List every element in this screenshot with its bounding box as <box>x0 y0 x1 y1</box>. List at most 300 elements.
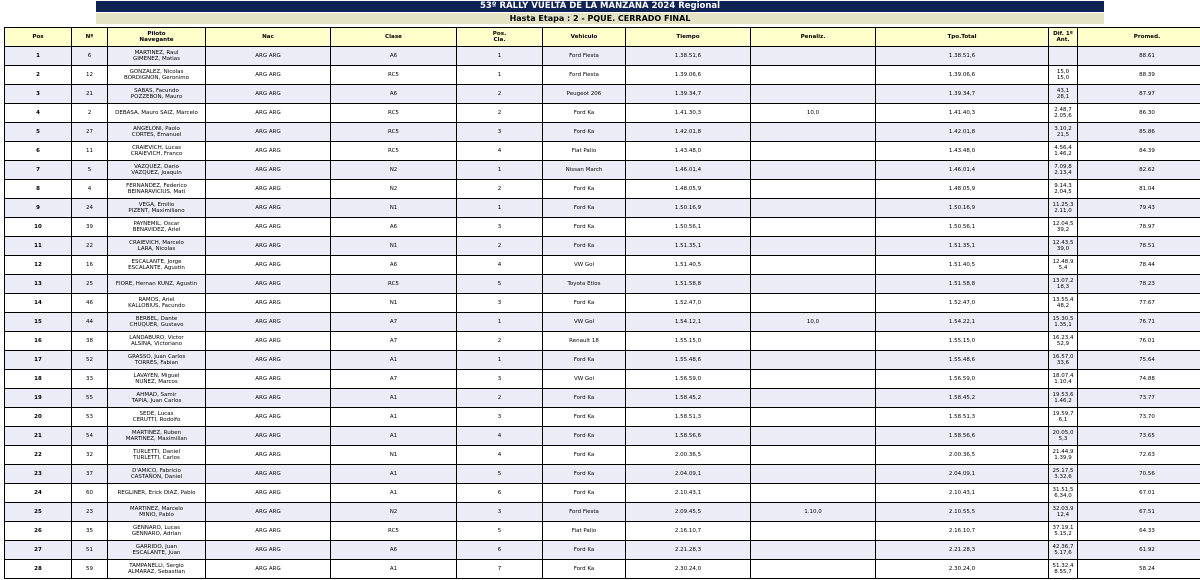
results-table <box>4 27 1200 579</box>
cell-total: 2.04.09,1 <box>876 465 1049 484</box>
cell-nac: ARG ARG <box>206 66 331 85</box>
cell-num: 54 <box>72 427 108 446</box>
cell-vehiculo: Ford Ka <box>543 427 626 446</box>
cell-penaliz <box>751 66 876 85</box>
cell-crew-line2: ALMARAZ, Sebastian <box>127 569 186 575</box>
cell-total: 1.50.56,1 <box>876 218 1049 237</box>
cell-total: 1.39.34,7 <box>876 85 1049 104</box>
cell-crew <box>108 294 206 313</box>
cell-dif-line1: 25.17,5 <box>1052 467 1074 474</box>
cell-crew <box>108 408 206 427</box>
cell-clase: N1 <box>331 446 457 465</box>
col-header-dif-line1: Dif. 1º <box>1053 30 1073 37</box>
cell-vehiculo: Renault 18 <box>543 332 626 351</box>
col-header-pos: Pos <box>5 28 72 47</box>
table-row <box>5 237 1200 256</box>
cell-crew-line2: CRAIEVICH, Franco <box>130 151 183 157</box>
cell-penaliz <box>751 218 876 237</box>
cell-pos: 5 <box>5 123 72 142</box>
cell-clase: A6 <box>331 256 457 275</box>
cell-nac: ARG ARG <box>206 180 331 199</box>
cell-nac: ARG ARG <box>206 465 331 484</box>
cell-pos: 24 <box>5 484 72 503</box>
cell-dif-line2: 1.10,4 <box>1054 379 1072 385</box>
cell-poscla: 4 <box>457 256 543 275</box>
table-row <box>5 313 1200 332</box>
cell-nac: ARG ARG <box>206 85 331 104</box>
cell-vehiculo: VW Gol <box>543 313 626 332</box>
cell-vehiculo: Ford Ka <box>543 218 626 237</box>
cell-crew <box>108 351 206 370</box>
cell-dif <box>1049 237 1078 256</box>
cell-total: 2.00.36,5 <box>876 446 1049 465</box>
cell-num: 35 <box>72 522 108 541</box>
cell-num: 37 <box>72 465 108 484</box>
cell-crew-line1: MARTINEZ, Ruben <box>131 429 182 436</box>
cell-nac: ARG ARG <box>206 370 331 389</box>
cell-promed: 73.65 <box>1078 427 1200 446</box>
cell-vehiculo: VW Gol <box>543 370 626 389</box>
cell-crew-line2: MARTINEZ, Maximilian <box>125 436 188 442</box>
table-row <box>5 427 1200 446</box>
cell-tiempo: 1.38.51,6 <box>626 47 751 66</box>
cell-dif-line1: 18.07,4 <box>1052 372 1074 379</box>
cell-dif <box>1049 465 1078 484</box>
cell-pos: 6 <box>5 142 72 161</box>
cell-crew <box>108 522 206 541</box>
cell-crew-line1: GARRIDO, Juan <box>135 543 178 550</box>
cell-total: 2.16.10,7 <box>876 522 1049 541</box>
cell-tiempo: 1.51.40,5 <box>626 256 751 275</box>
cell-crew-line1: CRAIEVICH, Marcelo <box>129 239 184 246</box>
cell-penaliz <box>751 351 876 370</box>
cell-crew-line1: RAMOS, Ariel <box>138 296 175 303</box>
col-header-dif <box>1049 28 1078 47</box>
cell-pos: 22 <box>5 446 72 465</box>
cell-clase: A1 <box>331 427 457 446</box>
cell-nac: ARG ARG <box>206 294 331 313</box>
cell-promed: 82.62 <box>1078 161 1200 180</box>
cell-crew <box>108 218 206 237</box>
table-row <box>5 560 1200 579</box>
cell-vehiculo: Toyota Etios <box>543 275 626 294</box>
cell-dif-line2: 1.46,2 <box>1054 398 1072 404</box>
cell-pos: 25 <box>5 503 72 522</box>
cell-crew-line2: VAZQUEZ, Joaquin <box>131 170 182 176</box>
cell-crew <box>108 199 206 218</box>
cell-dif-line2: 5.17,6 <box>1054 550 1072 556</box>
cell-num: 59 <box>72 560 108 579</box>
cell-clase: N1 <box>331 199 457 218</box>
cell-penaliz <box>751 294 876 313</box>
cell-dif-line1: 2.48,7 <box>1054 106 1072 113</box>
cell-num: 44 <box>72 313 108 332</box>
cell-penaliz <box>751 237 876 256</box>
cell-tiempo: 1.51.35,1 <box>626 237 751 256</box>
cell-crew <box>108 560 206 579</box>
cell-poscla: 3 <box>457 123 543 142</box>
cell-tiempo: 1.51.58,8 <box>626 275 751 294</box>
cell-crew <box>108 389 206 408</box>
cell-clase: RC5 <box>331 66 457 85</box>
cell-penaliz <box>751 47 876 66</box>
cell-dif-line1: 51.32,4 <box>1052 562 1074 569</box>
cell-promed: 74.88 <box>1078 370 1200 389</box>
cell-dif-line1: 13.55,4 <box>1052 296 1074 303</box>
cell-crew <box>108 503 206 522</box>
cell-crew-line2: GENNARO, Adrian <box>131 531 182 537</box>
cell-crew <box>108 123 206 142</box>
cell-vehiculo: Ford Ka <box>543 446 626 465</box>
cell-dif-line2: 6,1 <box>1058 417 1068 423</box>
cell-penaliz <box>751 541 876 560</box>
cell-poscla: 1 <box>457 66 543 85</box>
cell-tiempo: 1.55.15,0 <box>626 332 751 351</box>
cell-dif-line2: 2.11,0 <box>1054 208 1072 214</box>
cell-tiempo: 2.21.28,3 <box>626 541 751 560</box>
cell-total: 1.58.51,3 <box>876 408 1049 427</box>
cell-dif <box>1049 256 1078 275</box>
cell-dif <box>1049 218 1078 237</box>
cell-promed: 81.04 <box>1078 180 1200 199</box>
cell-poscla: 1 <box>457 199 543 218</box>
cell-dif <box>1049 275 1078 294</box>
col-header-vehiculo: Vehiculo <box>543 28 626 47</box>
cell-crew-line1: TAMPANELLI, Sergio <box>129 562 184 569</box>
cell-crew-line1: MARTINEZ, Marcelo <box>129 505 184 512</box>
cell-clase: A6 <box>331 47 457 66</box>
cell-crew-line1: FIORE, Hernan KUNZ, Agustin <box>115 280 198 287</box>
table-row <box>5 161 1200 180</box>
table-row <box>5 541 1200 560</box>
cell-total: 1.42.01,8 <box>876 123 1049 142</box>
cell-vehiculo: Ford Ka <box>543 389 626 408</box>
cell-dif-line2: 1.35,1 <box>1054 322 1072 328</box>
cell-crew-line2: LARA, Nicolas <box>137 246 176 252</box>
cell-pos: 20 <box>5 408 72 427</box>
table-row <box>5 465 1200 484</box>
table-row <box>5 484 1200 503</box>
cell-pos: 2 <box>5 66 72 85</box>
cell-vehiculo: Ford Ka <box>543 294 626 313</box>
cell-vehiculo: Ford Ka <box>543 237 626 256</box>
cell-dif-line2: 28,1 <box>1056 94 1070 100</box>
table-row <box>5 332 1200 351</box>
cell-dif <box>1049 408 1078 427</box>
cell-clase: RC5 <box>331 275 457 294</box>
cell-vehiculo: Ford Ka <box>543 351 626 370</box>
cell-total: 1.56.59,0 <box>876 370 1049 389</box>
cell-clase: N1 <box>331 237 457 256</box>
cell-crew-line1: LAVAYEN, Miguel <box>133 372 180 379</box>
cell-vehiculo: Ford Ka <box>543 560 626 579</box>
cell-poscla: 2 <box>457 180 543 199</box>
cell-num: 39 <box>72 218 108 237</box>
cell-dif-line1: 12.48,9 <box>1052 258 1074 265</box>
cell-penaliz <box>751 389 876 408</box>
cell-vehiculo: Ford Ka <box>543 408 626 427</box>
cell-dif-line2: 2.05,6 <box>1054 113 1072 119</box>
cell-dif <box>1049 541 1078 560</box>
cell-nac: ARG ARG <box>206 199 331 218</box>
cell-promed: 73.77 <box>1078 389 1200 408</box>
col-header-poscla-line2: Cla. <box>493 37 506 43</box>
cell-tiempo: 1.39.06,6 <box>626 66 751 85</box>
col-header-poscla-line1: Pos. <box>492 30 507 37</box>
cell-penaliz <box>751 484 876 503</box>
cell-crew <box>108 427 206 446</box>
cell-num: 60 <box>72 484 108 503</box>
cell-dif-line1: 32.03,9 <box>1052 505 1074 512</box>
table-row <box>5 180 1200 199</box>
cell-tiempo: 2.16.10,7 <box>626 522 751 541</box>
cell-num: 53 <box>72 408 108 427</box>
cell-vehiculo: Ford Fiesta <box>543 47 626 66</box>
cell-dif-line2: 6.34,0 <box>1054 493 1072 499</box>
cell-penaliz: 1.10,0 <box>751 503 876 522</box>
cell-clase: RC5 <box>331 104 457 123</box>
cell-promed: 76.71 <box>1078 313 1200 332</box>
cell-crew <box>108 142 206 161</box>
cell-tiempo: 2.00.36,5 <box>626 446 751 465</box>
cell-poscla: 1 <box>457 351 543 370</box>
cell-dif-line2: 8.55,7 <box>1054 569 1072 575</box>
cell-crew <box>108 161 206 180</box>
cell-crew <box>108 180 206 199</box>
cell-tiempo: 2.10.43,1 <box>626 484 751 503</box>
cell-poscla: 3 <box>457 503 543 522</box>
cell-crew-line2: POZZEBON, Mauro <box>130 94 183 100</box>
cell-num: 11 <box>72 142 108 161</box>
cell-tiempo: 1.46.01,4 <box>626 161 751 180</box>
cell-poscla: 5 <box>457 522 543 541</box>
cell-pos: 11 <box>5 237 72 256</box>
cell-crew-line1: AHMAD, Samir <box>136 391 177 398</box>
cell-pos: 12 <box>5 256 72 275</box>
cell-total: 1.51.58,8 <box>876 275 1049 294</box>
cell-clase: RC5 <box>331 123 457 142</box>
table-row <box>5 123 1200 142</box>
cell-crew-line1: VAZQUEZ, Dario <box>134 163 179 170</box>
cell-vehiculo: Nissan March <box>543 161 626 180</box>
table-row <box>5 66 1200 85</box>
cell-crew-line2: BORDIGNON, Geronimo <box>124 75 189 81</box>
cell-dif <box>1049 66 1078 85</box>
cell-tiempo: 1.58.56,6 <box>626 427 751 446</box>
cell-penaliz <box>751 560 876 579</box>
cell-total: 2.10.55,5 <box>876 503 1049 522</box>
cell-penaliz <box>751 199 876 218</box>
cell-poscla: 4 <box>457 446 543 465</box>
cell-promed: 78.23 <box>1078 275 1200 294</box>
cell-num: 21 <box>72 85 108 104</box>
cell-dif <box>1049 446 1078 465</box>
cell-tiempo: 1.55.48,6 <box>626 351 751 370</box>
cell-dif <box>1049 351 1078 370</box>
stage-subtitle: Hasta Etapa : 2 - PQUE. CERRADO FINAL <box>96 13 1104 24</box>
cell-num: 23 <box>72 503 108 522</box>
cell-dif-line2: 18,3 <box>1056 284 1070 290</box>
cell-nac: ARG ARG <box>206 408 331 427</box>
cell-num: 25 <box>72 275 108 294</box>
cell-dif <box>1049 427 1078 446</box>
cell-crew <box>108 237 206 256</box>
cell-poscla: 2 <box>457 85 543 104</box>
cell-penaliz <box>751 465 876 484</box>
cell-vehiculo: Fiat Palio <box>543 522 626 541</box>
cell-dif-line1: 16.23,4 <box>1052 334 1074 341</box>
cell-total: 1.52.47,0 <box>876 294 1049 313</box>
table-header-row <box>5 28 1200 47</box>
cell-pos: 4 <box>5 104 72 123</box>
cell-dif <box>1049 180 1078 199</box>
cell-dif <box>1049 484 1078 503</box>
col-header-tiempo: Tiempo <box>626 28 751 47</box>
cell-promed: 85.86 <box>1078 123 1200 142</box>
cell-nac: ARG ARG <box>206 123 331 142</box>
cell-promed: 75.64 <box>1078 351 1200 370</box>
cell-penaliz <box>751 332 876 351</box>
cell-nac: ARG ARG <box>206 522 331 541</box>
cell-clase: A7 <box>331 313 457 332</box>
cell-crew-line1: ESCALANTE, Jorge <box>131 258 182 265</box>
cell-crew <box>108 370 206 389</box>
cell-nac: ARG ARG <box>206 275 331 294</box>
cell-num: 12 <box>72 66 108 85</box>
cell-tiempo: 2.30.24,0 <box>626 560 751 579</box>
cell-dif-line1: 3.10,2 <box>1054 125 1072 132</box>
cell-penaliz <box>751 522 876 541</box>
cell-crew-line1: D'AMICO, Fabricio <box>132 467 181 474</box>
cell-num: 38 <box>72 332 108 351</box>
cell-clase: A1 <box>331 560 457 579</box>
cell-promed: 78.44 <box>1078 256 1200 275</box>
cell-dif-line1: 31.51,5 <box>1052 486 1074 493</box>
cell-dif <box>1049 85 1078 104</box>
col-header-penaliz: Penaliz. <box>751 28 876 47</box>
cell-dif-line2: 2.13,4 <box>1054 170 1072 176</box>
cell-tiempo: 2.04.09,1 <box>626 465 751 484</box>
table-row <box>5 256 1200 275</box>
cell-dif-line2: 48,2 <box>1056 303 1070 309</box>
cell-crew-line2: TORRES, Fabian <box>134 360 179 366</box>
cell-dif <box>1049 313 1078 332</box>
cell-pos: 18 <box>5 370 72 389</box>
cell-vehiculo: Ford Ka <box>543 465 626 484</box>
cell-pos: 19 <box>5 389 72 408</box>
cell-dif-line1: 12.04,5 <box>1052 220 1074 227</box>
cell-dif-line2: 2.04,5 <box>1054 189 1072 195</box>
cell-total: 1.46.01,4 <box>876 161 1049 180</box>
cell-poscla: 3 <box>457 294 543 313</box>
cell-num: 52 <box>72 351 108 370</box>
table-row <box>5 294 1200 313</box>
cell-crew-line2: CORTES, Emanuel <box>131 132 182 138</box>
col-header-piloto-line1: Piloto <box>147 30 166 37</box>
cell-total: 1.58.45,2 <box>876 389 1049 408</box>
cell-poscla: 3 <box>457 218 543 237</box>
cell-crew <box>108 541 206 560</box>
cell-dif-line1: 37.19,1 <box>1052 524 1074 531</box>
cell-total: 1.51.40,5 <box>876 256 1049 275</box>
cell-total: 2.10.43,1 <box>876 484 1049 503</box>
cell-num: 33 <box>72 370 108 389</box>
cell-num: 51 <box>72 541 108 560</box>
cell-tiempo: 1.52.47,0 <box>626 294 751 313</box>
cell-penaliz <box>751 161 876 180</box>
cell-nac: ARG ARG <box>206 446 331 465</box>
cell-clase: A7 <box>331 332 457 351</box>
cell-promed: 73.70 <box>1078 408 1200 427</box>
cell-total: 1.39.06,6 <box>876 66 1049 85</box>
cell-vehiculo: Ford Fiesta <box>543 503 626 522</box>
cell-num: 22 <box>72 237 108 256</box>
cell-tiempo: 1.42.01,8 <box>626 123 751 142</box>
col-header-dif-line2: Ant. <box>1056 37 1070 43</box>
cell-clase: N2 <box>331 180 457 199</box>
cell-clase: A1 <box>331 465 457 484</box>
cell-vehiculo: Ford Ka <box>543 123 626 142</box>
cell-tiempo: 1.50.56,1 <box>626 218 751 237</box>
cell-crew-line1: REGLINER, Erick DIAZ, Pablo <box>117 489 196 496</box>
cell-promed: 58.24 <box>1078 560 1200 579</box>
cell-clase: RC5 <box>331 522 457 541</box>
cell-poscla: 6 <box>457 484 543 503</box>
cell-total: 1.38.51,6 <box>876 47 1049 66</box>
cell-vehiculo: Ford Ka <box>543 541 626 560</box>
cell-clase: A1 <box>331 408 457 427</box>
cell-tiempo: 1.48.05,9 <box>626 180 751 199</box>
cell-tiempo: 1.54.12,1 <box>626 313 751 332</box>
cell-crew-line2: MINIO, Pablo <box>139 512 174 518</box>
cell-dif-line1: 43,1 <box>1056 87 1070 94</box>
cell-dif <box>1049 522 1078 541</box>
cell-penaliz: 10,0 <box>751 313 876 332</box>
cell-dif <box>1049 142 1078 161</box>
cell-dif-line1: 13.07,2 <box>1052 277 1074 284</box>
cell-crew-line1: VEGA, Emilio <box>138 201 175 208</box>
cell-promed: 78.51 <box>1078 237 1200 256</box>
table-row <box>5 522 1200 541</box>
cell-clase: N2 <box>331 161 457 180</box>
cell-poscla: 5 <box>457 465 543 484</box>
cell-tiempo: 1.41.30,3 <box>626 104 751 123</box>
col-header-piloto-line2: Navegante <box>139 37 174 43</box>
cell-dif <box>1049 560 1078 579</box>
cell-dif-line2: 5.15,2 <box>1054 531 1072 537</box>
cell-poscla: 3 <box>457 408 543 427</box>
cell-dif-line1: 16.57,0 <box>1052 353 1074 360</box>
cell-crew-line2: NUÑEZ, Marcos <box>135 379 178 385</box>
cell-crew <box>108 313 206 332</box>
cell-pos: 14 <box>5 294 72 313</box>
col-header-piloto <box>108 28 206 47</box>
cell-total: 1.58.56,6 <box>876 427 1049 446</box>
cell-promed: 72.63 <box>1078 446 1200 465</box>
cell-promed: 84.39 <box>1078 142 1200 161</box>
col-header-clase: Clase <box>331 28 457 47</box>
table-row <box>5 142 1200 161</box>
cell-pos: 9 <box>5 199 72 218</box>
cell-pos: 27 <box>5 541 72 560</box>
cell-crew <box>108 85 206 104</box>
cell-num: 6 <box>72 47 108 66</box>
cell-nac: ARG ARG <box>206 256 331 275</box>
col-header-nac: Nac <box>206 28 331 47</box>
cell-poscla: 1 <box>457 161 543 180</box>
table-row <box>5 370 1200 389</box>
cell-tiempo: 1.43.48,0 <box>626 142 751 161</box>
